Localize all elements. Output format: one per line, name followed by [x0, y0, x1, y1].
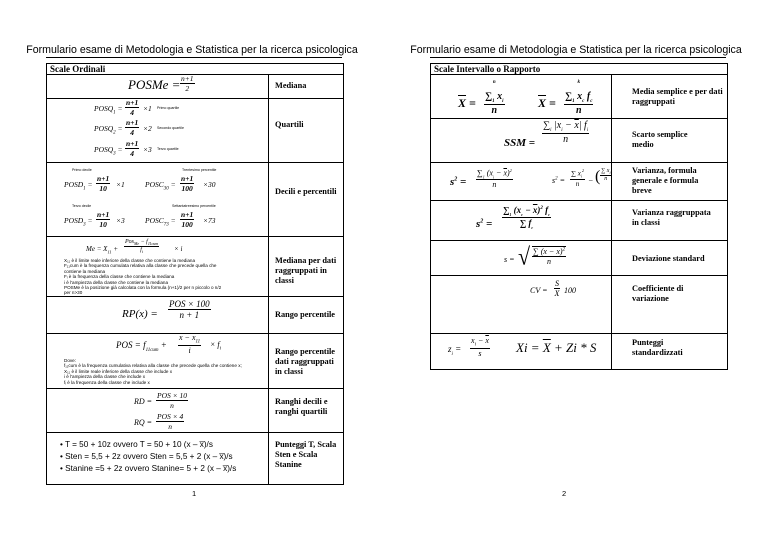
header-rule	[430, 57, 726, 58]
header-rule	[46, 57, 342, 58]
row-label-mediana: Mediana	[275, 81, 307, 90]
pos-notes: Dove: f₁₁cum è la frequenza cumulativa relativa alla classe che precede quella che contiene x; X₁₁ è il limite reale inferiore della classe che include x i è l'ampiezza della classe che include x fᵢ è la frequenza della classe che include x	[64, 358, 242, 385]
row-label-ranghi-decili: Ranghi decili e ranghi quartili	[275, 397, 328, 416]
page-number: 1	[192, 489, 197, 498]
page-1: Formulario esame di Metodologia e Statistica per la ricerca psicologica Scale Ordinali Mediana Quartili Decili e percentili Mediana per dati raggruppati in classi Rango percentile Rango percentile dati raggruppati in classi Ranghi decili e ranghi quartili Punteggi T, Scala Sten e Scala Stanine POSMe = n+1 2 $POSQ_1$ = n+1 4 ×1 Primo quartile $POSQ_2$ = n+1 4 ×2 Secondo quartile $POSQ_3$ = n+1 4 ×3 Terzo quartile Primo decile $POSD_1$ = n+1 10 ×1 Trentesimo percentile $POSC_{30}$ = n+1 100 ×30 Terzo decile $POSD_3$ = n+1 10 ×3 Settantatreesimo percentile $POSC_{73}$ = n+1 100 ×73 $Me = X_{11}$ + $Pos_{Me} - f_{11cum}$ $f_i$ × i X₁₁ è il limite reale inferiore della classe che contiene la mediana F₁₁cum è la frequenza cumulata relativa alla classe che precede quella che contiene la mediana Fᵢ è la frequenza della classe che contiene la mediana i è l'ampiezza della classe che contiene la mediana POSMe è la posizione già calcolata con la formula (n+1)/2 per n piccolo o n/2 per n>30 RP(x) = POS × 100 n + 1 POS = $f_{11cum}$ + $x - x_{11}$ i × $f_i$ Dove: f₁₁cum è la frequenza cumulativa relativa alla classe che precede quella che contiene x; X₁₁ è il limite reale inferiore della classe che include x i è l'ampiezza della classe che include x fᵢ è la frequenza della classe che include x RD = POS × 10 n RQ = POS × 4 n • T = 50 + 10z ovvero T = 50 + 10 (x – x̅)/s • Sten = 5,5 + 2z ovvero Sten = 5,5 + 2 (x – x̅)/s • Stanine =5 + 2z ovvero Stanine= 5 + 2 (x – x̅)/s 1	[0, 0, 384, 543]
row-label-punteggi-std: Punteggi standardizzati	[632, 338, 683, 357]
row-label-punteggi-t: Punteggi T, Scala Sten e Scala Stanine	[275, 440, 337, 469]
section-title: Scale Ordinali	[50, 64, 106, 74]
page-header: Formulario esame di Metodologia e Statistica per la ricerca psicologica	[26, 44, 358, 56]
formula-xi: $Xi = \overline{X} + Zi * S$	[516, 340, 597, 355]
bullet-t-score: • T = 50 + 10z ovvero T = 50 + 10 (x – x̅)/s	[60, 440, 213, 449]
page-2: Formulario esame di Metodologia e Statistica per la ricerca psicologica Scale Intervallo o Rapporto Media semplice e per dati raggruppati Scarto semplice medio Varianza, formula generale e formula breve Varianza raggruppata in classi Deviazione standard Coefficiente di variazione Punteggi standardizzati $\overline{X}$ = $^n$ $\sum_1$ $x_i$ n $\overline{X}$ = $^k$ $\sum_1$ $x_c$ $f_c$ n SSM = $\sum_i$ $|x_i - \overline{x}|$ $f_i$ n $s^2$ = $\sum_1$ $(x_i - \overline{x})^2$ n $s^2$ = ∑ $x_i^2$ n − ( ∑ $x_i$ n $s^2$ = $\sum_1$ $(x_c - \overline{x})^2$ $f_c$ ∑ $f_c$ s = √ ∑ $(x - \overline{x})^2$ n CV = S $\overline{X}$ 100 $z_i$ = $x_i - \overline{x}$ s $Xi = \overline{X} + Zi * S$ 2	[384, 0, 768, 543]
bullet-stanine: • Stanine =5 + 2z ovvero Stanine= 5 + 2 (x – x̅)/s	[60, 464, 237, 473]
bullet-sten: • Sten = 5,5 + 2z ovvero Sten = 5,5 + 2 (x – x̅)/s	[60, 452, 233, 461]
me-notes: X₁₁ è il limite reale inferiore della classe che contiene la mediana F₁₁cum è la frequenza cumulata relativa alla classe che precede quella che contiene la mediana Fᵢ è la frequenza della classe che contiene la mediana i è l'ampiezza della classe che contiene la mediana POSMe è la posizione già calcolata con la formula (n+1)/2 per n piccolo o n/2 per n>30	[64, 258, 222, 296]
note-terzo-decile: Terzo decile	[72, 204, 92, 208]
page-number: 2	[562, 489, 567, 498]
row-label-ssm: Scarto semplice medio	[632, 130, 688, 149]
note-trentesimo: Trentesimo percentile	[182, 168, 217, 172]
row-label-rango-classi: Rango percentile dati raggruppati in classi	[275, 347, 335, 376]
section-title: Scale Intervallo o Rapporto	[434, 64, 541, 74]
row-label-varianza: Varianza, formula generale e formula breve	[632, 166, 699, 195]
row-label-deviazione: Deviazione standard	[632, 254, 705, 263]
row-label-decili: Decili e percentili	[275, 187, 337, 196]
row-label-mediana-classi: Mediana per dati raggruppati in classi	[275, 256, 337, 285]
row-label-rango-percentile: Rango percentile	[275, 310, 335, 319]
row-label-cv: Coefficiente di variazione	[632, 284, 684, 303]
row-label-media: Media semplice e per dati raggruppati	[632, 87, 723, 106]
note-settantatreesimo: Settantatreesimo percentile	[172, 204, 216, 208]
row-label-quartili: Quartili	[275, 120, 304, 129]
row-label-varianza-classi: Varianza raggruppata in classi	[632, 208, 711, 227]
page-header: Formulario esame di Metodologia e Statistica per la ricerca psicologica	[410, 44, 742, 56]
note-primo-decile: Primo decile	[72, 168, 92, 172]
